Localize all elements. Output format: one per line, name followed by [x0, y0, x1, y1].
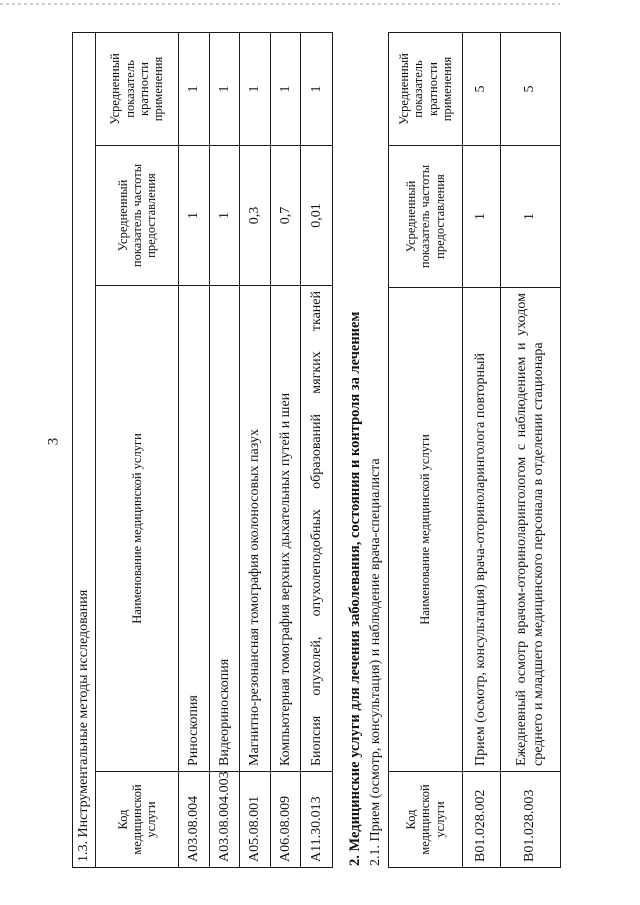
row-multiplicity: 5	[463, 33, 501, 146]
row-code: B01.028.003	[501, 772, 561, 868]
specialist-consultation-table	[388, 32, 561, 868]
row-multiplicity: 1	[240, 32, 271, 145]
table-row	[240, 32, 271, 867]
header-name: Наименование медицинской услуги	[389, 288, 463, 772]
table-1-title: 1.3. Инструментальные методы исследования	[73, 32, 96, 867]
header-code: Код медицинской услуги	[96, 772, 179, 868]
page-number	[45, 438, 62, 446]
table-row	[301, 32, 333, 867]
row-frequency: 1	[501, 146, 561, 288]
row-frequency: 1	[179, 146, 210, 286]
section-2-1-heading: 2.1. Прием (осмотр, консультация) и наблюдение врача-специалиста	[368, 458, 383, 866]
header-multiplicity: Усредненный показатель кратности применения	[96, 32, 179, 145]
instrumental-methods-table	[72, 32, 333, 868]
row-code: A06.08.009	[271, 772, 301, 868]
row-multiplicity: 1	[301, 32, 333, 145]
table-row	[271, 32, 301, 867]
header-name: Наименование медицинской услуги	[96, 286, 179, 772]
header-frequency: Усредненный показатель частоты предоставления	[96, 146, 179, 286]
section-2-1-heading-block	[366, 33, 386, 868]
table-row	[179, 32, 210, 867]
row-name: Ежедневный осмотр врачом-оториноларингологом с наблюдением и уходом среднего и младшего медицинского персонала в отделении стационара	[501, 288, 561, 772]
row-name: Компьютерная томография верхних дыхательных путей и шеи	[271, 286, 301, 772]
header-frequency: Усредненный показатель частоты предоставления	[389, 146, 463, 288]
row-name: Магнитно-резонансная томография околоносовых пазух	[240, 286, 271, 772]
row-frequency: 1	[463, 146, 501, 288]
row-frequency: 1	[210, 146, 240, 286]
page-number-text: 3	[45, 437, 62, 446]
row-name: Риноскопия	[179, 286, 210, 772]
row-code: B01.028.002	[463, 772, 501, 868]
row-frequency: 0,01	[301, 146, 333, 286]
row-name: Биопсия опухолей, опухолеподобных образований мягких тканей	[301, 286, 333, 772]
row-name: Видеориноскопия	[210, 286, 240, 772]
row-code: A11.30.013	[301, 772, 333, 868]
section-2-heading-block	[345, 33, 365, 868]
header-multiplicity: Усредненный показатель кратности применения	[389, 33, 463, 146]
row-multiplicity: 5	[501, 33, 561, 146]
row-frequency: 0,3	[240, 146, 271, 286]
row-frequency: 0,7	[271, 146, 301, 286]
header-code: Код медицинской услуги	[389, 772, 463, 868]
row-multiplicity: 1	[210, 32, 240, 145]
table-row	[501, 33, 561, 868]
table-2-rotated	[388, 33, 560, 868]
row-name: Прием (осмотр, консультация) врача-оториноларинголога повторный	[463, 288, 501, 772]
row-multiplicity: 1	[271, 32, 301, 145]
table-row	[210, 32, 240, 867]
table-row	[463, 33, 501, 868]
table-1-rotated	[72, 33, 332, 868]
section-2-heading: 2. Медицинские услуги для лечения заболевания, состояния и контроля за лечением	[347, 311, 363, 866]
row-code: A03.08.004.003	[210, 772, 240, 868]
row-multiplicity: 1	[179, 32, 210, 145]
row-code: A05.08.001	[240, 772, 271, 868]
row-code: A03.08.004	[179, 772, 210, 868]
